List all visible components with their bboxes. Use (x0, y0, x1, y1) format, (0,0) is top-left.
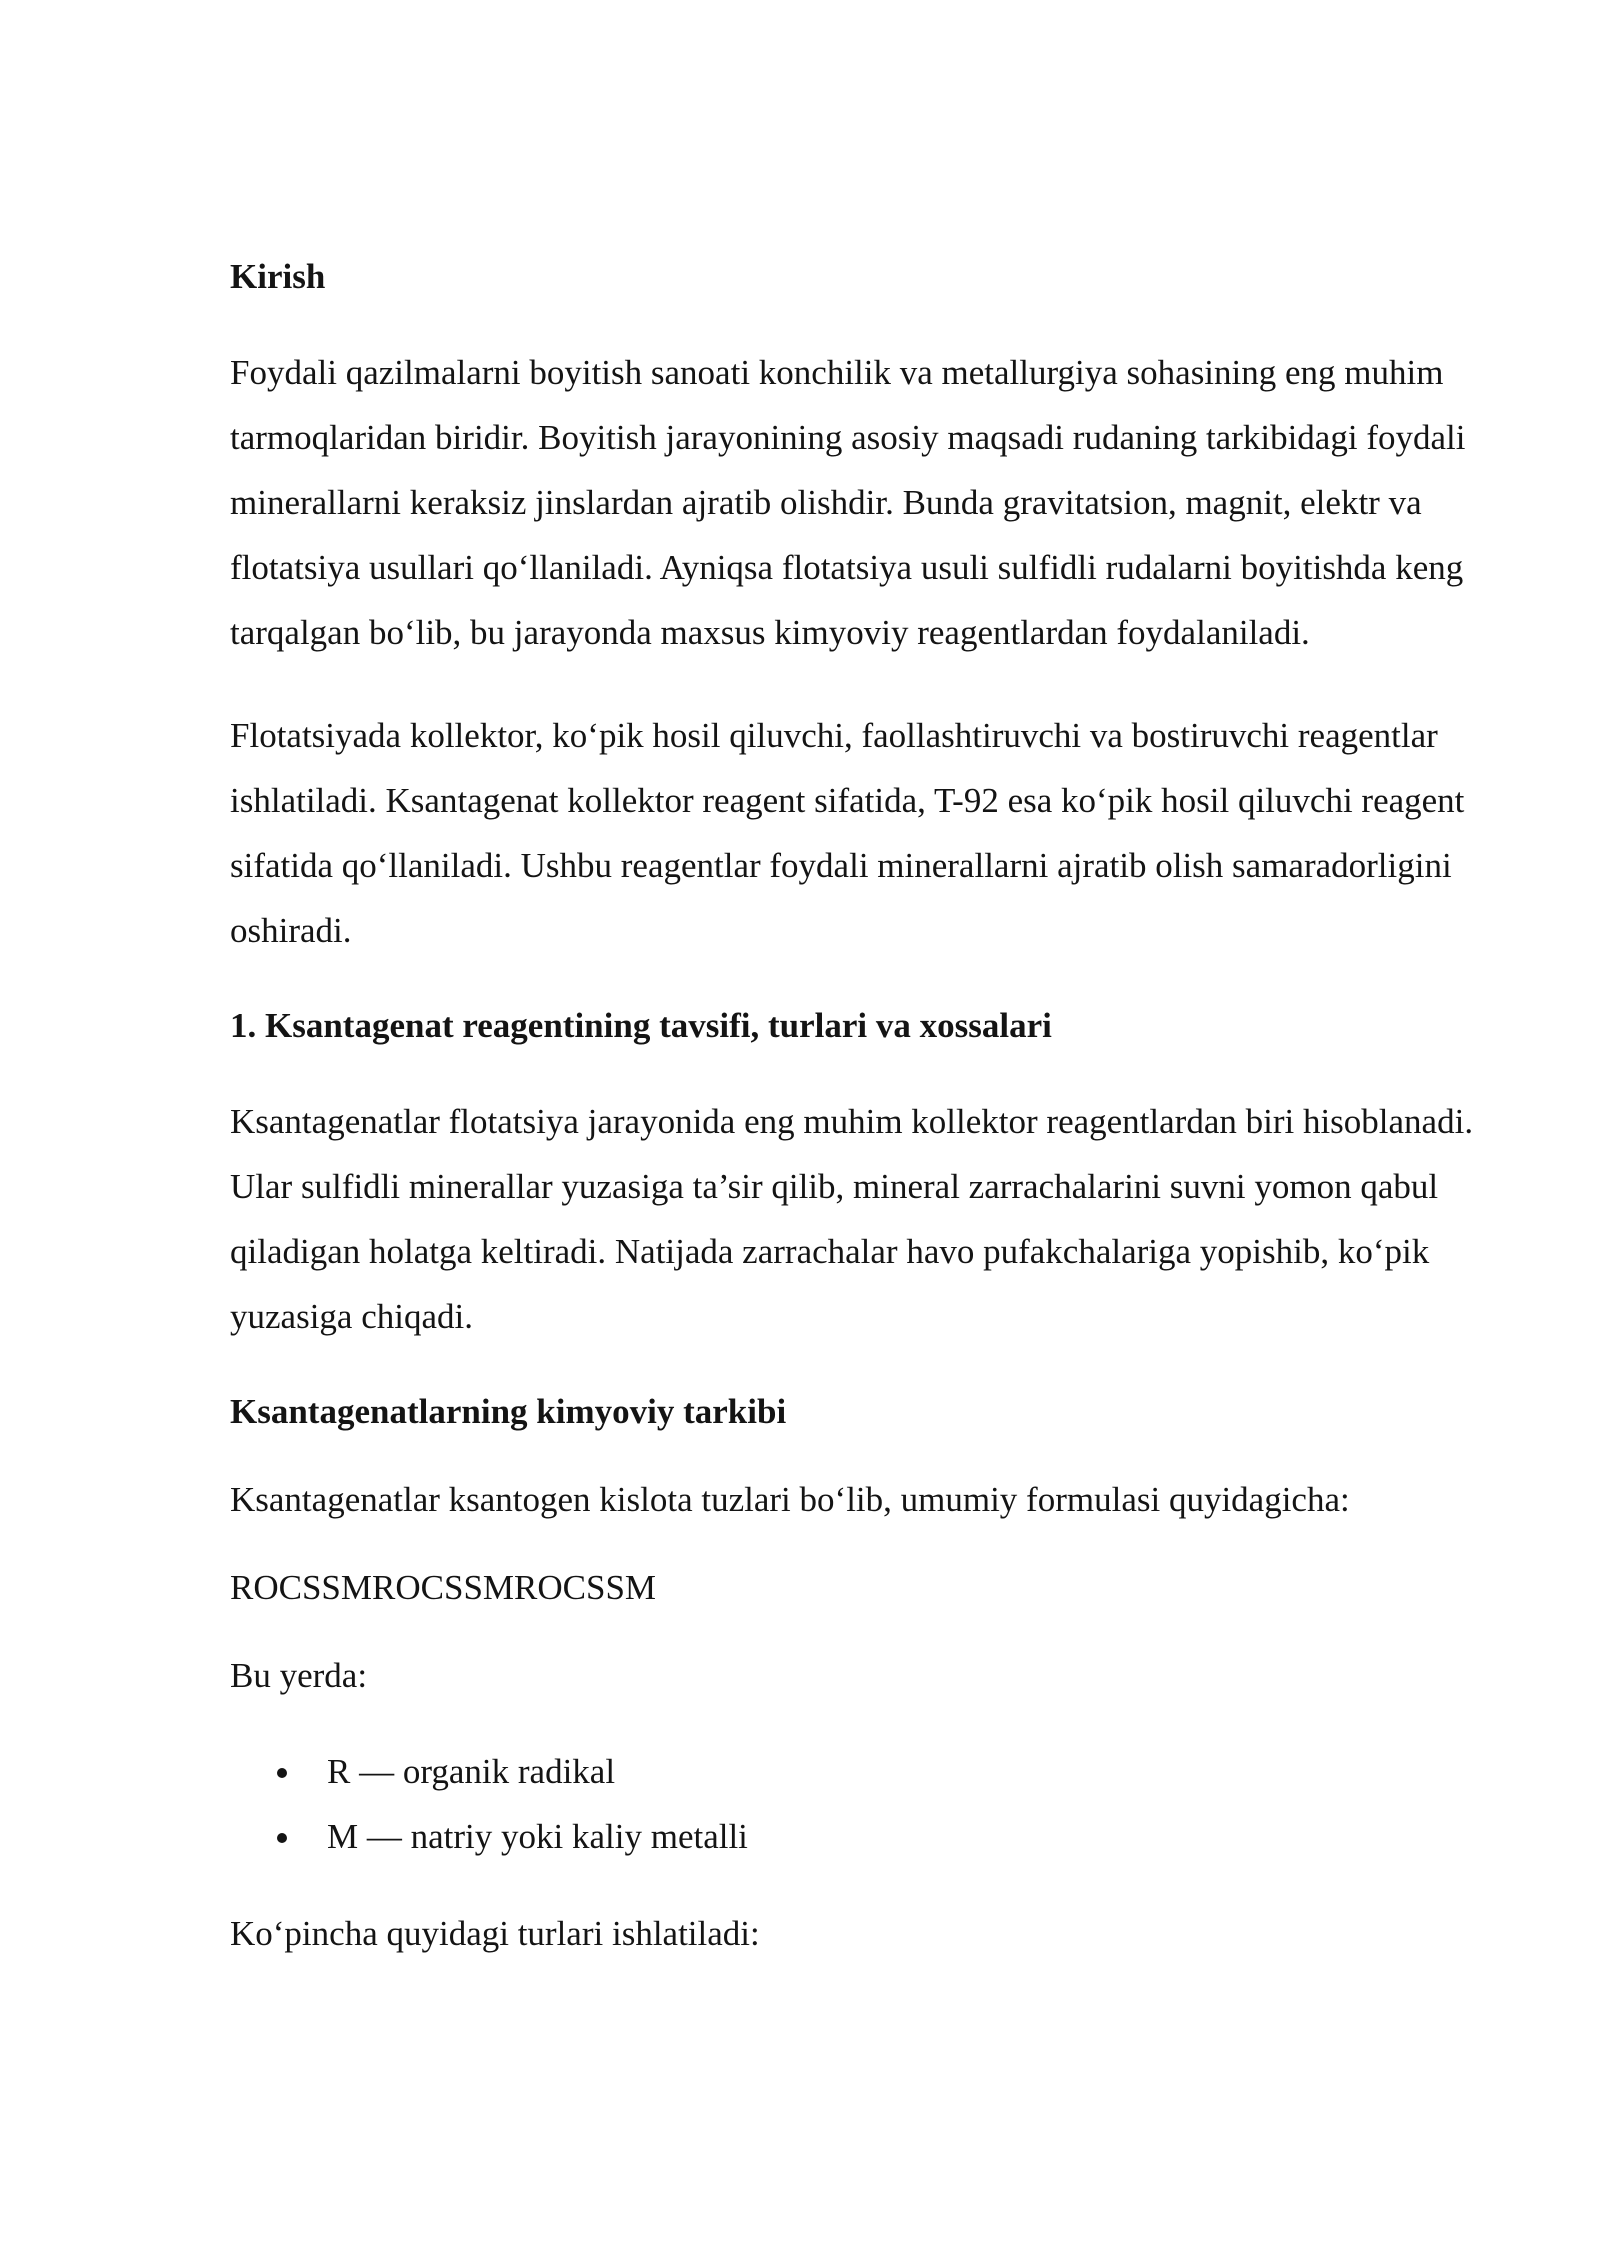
bullet-icon (277, 1833, 287, 1843)
subsection-heading: Ksantagenatlarning kimyoviy tarkibi (230, 1392, 787, 1431)
formula-intro: Ksantagenatlar ksantogen kislota tuzlari bo‘lib, umumiy formulasi quyidagicha: (230, 1480, 1350, 1519)
list-item-text: M — natriy yoki kaliy metalli (327, 1817, 748, 1856)
intro-heading: Kirish (230, 257, 326, 296)
intro-paragraph-2: Flotatsiyada kollektor, ko‘pik hosil qiluvchi, faollashtiruvchi va bostiruvchi reagentlar ishlatiladi. Ksantagenat kollektor reagent sifatida, T-92 esa ko‘pik hosil qiluvchi reagent sifatida qo‘llaniladi. Ushbu reagentlar foydali minerallarni ajratib olish samaradorligini oshiradi. (230, 716, 1465, 950)
section-1-heading: 1. Ksantagenat reagentining tavsifi, turlari va xossalari (230, 1006, 1052, 1045)
legend-list (230, 1739, 1480, 1869)
formula: ROCSSMROCSSMROCSSM (230, 1568, 657, 1607)
bullet-icon (277, 1768, 287, 1778)
section-1-paragraph: Ksantagenatlar flotatsiya jarayonida eng muhim kollektor reagentlardan biri hisoblanadi. Ular sulfidli minerallar yuzasiga ta’sir qilib, mineral zarrachalarini suvni yomon qabul qiladigan holatga keltiradi. Natijada zarrachalar havo pufakchalariga yopishib, ko‘pik yuzasiga chiqadi. (230, 1102, 1474, 1336)
intro-paragraph-1: Foydali qazilmalarni boyitish sanoati konchilik va metallurgiya sohasining eng muhim tarmoqlaridan biridir. Boyitish jarayonining asosiy maqsadi rudaning tarkibidagi foydali minerallarni keraksiz jinslardan ajratib olishdir. Bunda gravitatsion, magnit, elektr va flotatsiya usullari qo‘llaniladi. Ayniqsa flotatsiya usuli sulfidli rudalarni boyitishda keng tarqalgan bo‘lib, bu jarayonda maxsus kimyoviy reagentlardan foydalaniladi. (230, 353, 1466, 652)
list-item-text: R — organik radikal (327, 1752, 616, 1791)
list-item (230, 1804, 1480, 1869)
list-item (230, 1739, 1480, 1804)
where-label: Bu yerda: (230, 1656, 368, 1695)
types-intro: Ko‘pincha quyidagi turlari ishlatiladi: (230, 1914, 760, 1953)
